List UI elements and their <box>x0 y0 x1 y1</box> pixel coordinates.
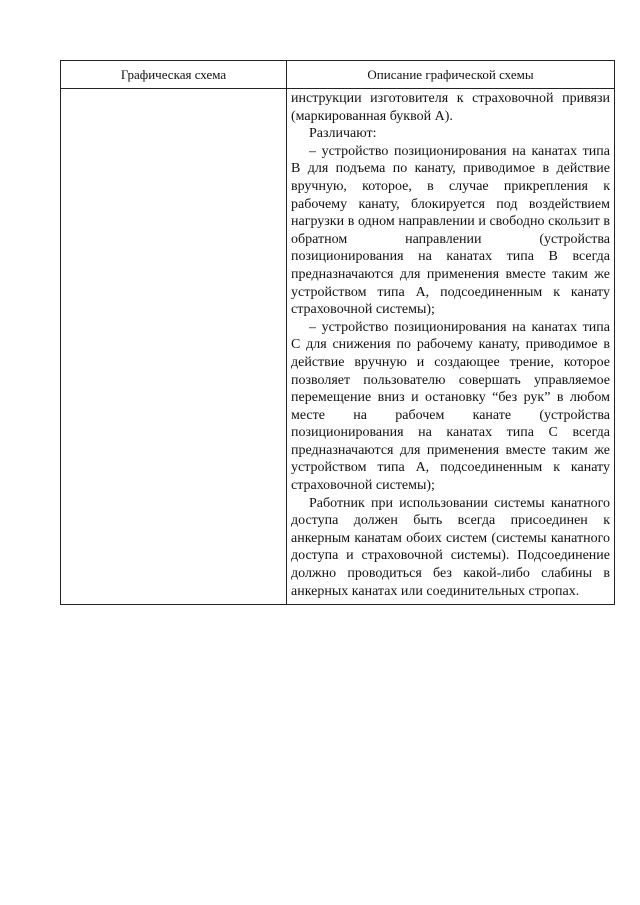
description-paragraph: инструкции изготовителя к страховочной привязи (маркированная буквой А). <box>291 91 610 124</box>
description-paragraph-worker: Работник при использовании системы канатного доступа должен быть всегда присоединен к анкерным канатам обоих систем (системы канатного доступа и страховочной системы). Подсоединение должно проводиться без какой-либо слабины в анкерных канатах или соединительных стропах. <box>291 495 610 599</box>
description-table <box>60 60 615 605</box>
table-row <box>61 89 615 605</box>
graphic-scheme-cell <box>61 89 287 605</box>
description-cell <box>287 89 615 605</box>
description-paragraph-type-b: – устройство позиционирования на канатах типа В для подъема по канату, приводимое в действие вручную, которое, в случае прикрепления к рабочему канату, блокируется под воздействием нагрузки в одном направлении и свободно скользит в обратном направлении (устройства позиционирования на канатах типа В всегда предназначаются для применения вместе таким же устройством типа А, подсоединенным к канату страховочной системы); <box>291 143 610 318</box>
description-paragraph: Различают: <box>309 126 377 142</box>
table-header-row <box>61 61 615 89</box>
description-paragraph-type-c: – устройство позиционирования на канатах типа С для снижения по рабочему канату, приводимое в действие вручную и создающее трение, которое позволяет пользователю совершать управляемое перемещение вниз и остановку “без рук” в любом месте на рабочем канате (устройства позиционирования на канатах типа С всегда предназначаются для применения вместе таким же устройством типа А, подсоединенным к канату страховочной системы); <box>291 319 610 494</box>
header-graphic-scheme: Графическая схема <box>61 61 287 89</box>
header-scheme-description: Описание графической схемы <box>287 61 615 89</box>
